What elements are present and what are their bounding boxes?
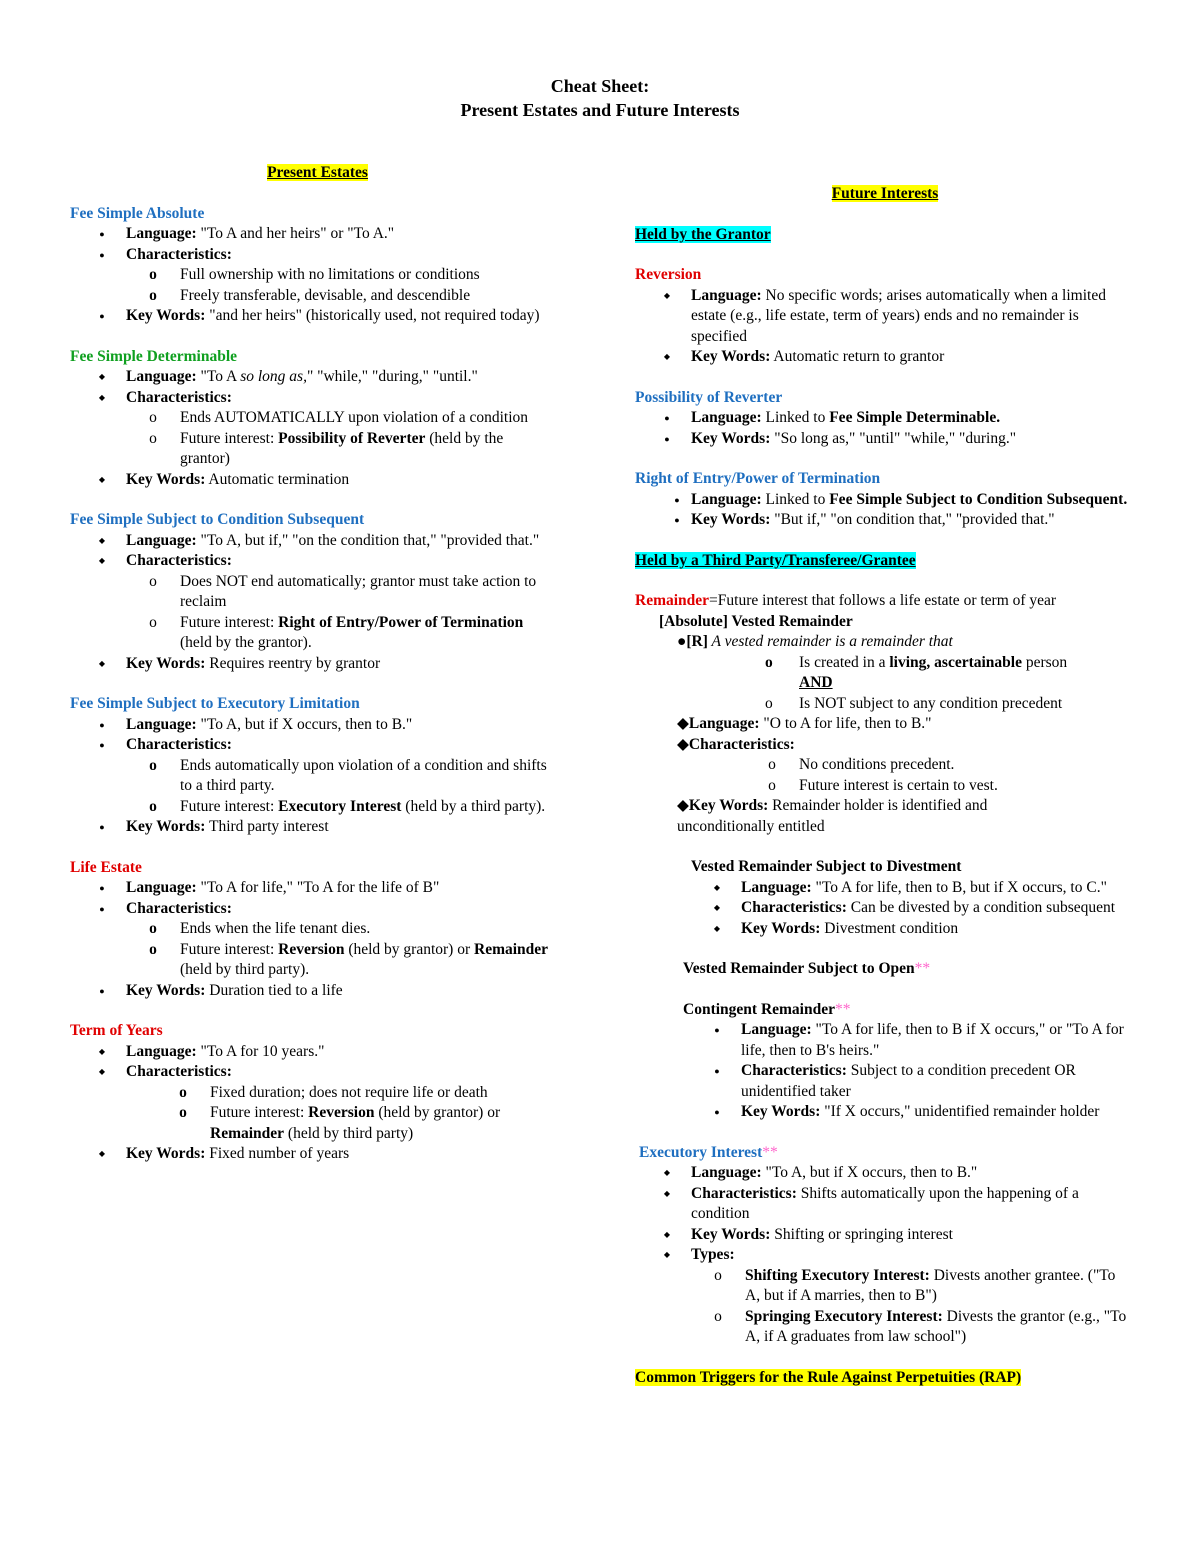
list-item: o Is NOT subject to any condition precedent	[765, 694, 1063, 712]
roe-title: Right of Entry/Power of Termination	[635, 470, 881, 487]
list-item: ● Characteristics: Subject to a condition precedent OR unidentified taker	[685, 1061, 1135, 1102]
list-item: o Fixed duration; does not require life or death	[100, 1083, 565, 1104]
fscs-title: Fee Simple Subject to Condition Subsequent	[70, 511, 365, 528]
list-item: o Ends when the life tenant dies.	[70, 919, 565, 940]
vested-keywords: ◆Key Words: Remainder holder is identified and unconditionally entitled	[677, 797, 988, 835]
list-item: ● Language: "To A, but if X occurs, then to B."	[70, 715, 565, 736]
reversion-title: Reversion	[635, 266, 702, 283]
list-item: o Future interest: Right of Entry/Power of Termination (held by the grantor).	[70, 613, 565, 654]
title-line-1: Cheat Sheet:	[550, 76, 650, 96]
list-item: ◆ Key Words: Automatic return to grantor	[635, 347, 1135, 368]
list-item: o Future interest: Possibility of Reverter (held by the grantor)	[70, 429, 565, 470]
list-item: ◆ Key Words: Shifting or springing interest	[635, 1225, 1135, 1246]
contingent-list	[685, 1020, 1135, 1123]
reversion-list	[635, 286, 1135, 368]
list-item: ◆ Key Words: Fixed number of years	[70, 1144, 565, 1165]
list-item: ◆ Language: No specific words; arises automatically when a limited estate (e.g., life estate, term of years) ends and no remainder is specified	[635, 286, 1135, 348]
life-estate-title: Life Estate	[70, 858, 142, 876]
vested-characteristics: ◆Characteristics:	[677, 735, 795, 753]
list-item: ● Key Words: Duration tied to a life	[70, 981, 565, 1002]
list-item: ● Characteristics: o Ends automatically upon violation of a condition and shifts to a third party. o Future interest: Executory Interest (held by a third party).	[70, 735, 565, 817]
list-item: ● Key Words: "and her heirs" (historically used, not required today)	[70, 306, 565, 327]
vested-remainder-rule: ●[R] A vested remainder is a remainder that	[677, 633, 953, 650]
list-item: o Future interest: Executory Interest (held by a third party).	[70, 797, 565, 818]
fscs-list	[70, 531, 565, 675]
list-item: ● Key Words: "But if," "on condition that," "provided that."	[645, 510, 1135, 531]
list-item: ● Key Words: Third party interest	[70, 817, 565, 838]
rap-heading: Common Triggers for the Rule Against Perpetuities (RAP)	[635, 1368, 1022, 1386]
por-title: Possibility of Reverter	[635, 388, 783, 406]
list-item: o Is created in a living, ascertainable person	[765, 653, 1068, 671]
present-estates-column	[70, 163, 565, 1165]
vested-remainder-title: [Absolute] Vested Remainder	[659, 612, 853, 630]
remainder-definition: Remainder=Future interest that follows a life estate or term of year	[635, 592, 1057, 609]
list-item: ◆ Characteristics: o Does NOT end automatically; grantor must take action to reclaim o Future interest: Right of Entry/Power of Termination (held by the grantor).	[70, 551, 565, 654]
list-item: ◆ Types: o Shifting Executory Interest: Divests another grantee. ("To A, but if A marries, then to B") o Springing Executory Interest: Divests the grantor (e.g., "To A, if A graduates from law school")	[635, 1245, 1135, 1348]
list-item: ● Key Words: "So long as," "until" "while," "during."	[635, 429, 1135, 450]
list-item: ● Language: "To A for life, then to B if X occurs," or "To A for life, then to B's heirs."	[685, 1020, 1135, 1061]
fsd-title: Fee Simple Determinable	[70, 347, 238, 365]
list-item: ◆ Characteristics: o Ends AUTOMATICALLY upon violation of a condition o Future interest: Possibility of Reverter (held by the grantor)	[70, 388, 565, 470]
list-item: ◆ Key Words: Requires reentry by grantor	[70, 654, 565, 675]
list-item: o Full ownership with no limitations or conditions	[70, 265, 565, 286]
list-item: o Ends automatically upon violation of a condition and shifts to a third party.	[70, 756, 565, 797]
vrsd-list	[685, 878, 1135, 940]
held-by-third-party-heading: Held by a Third Party/Transferee/Grantee	[635, 551, 916, 569]
title-line-2: Present Estates and Future Interests	[460, 100, 740, 120]
term-of-years-title: Term of Years	[70, 1022, 163, 1039]
list-item: o Future interest: Reversion (held by grantor) or Remainder (held by third party)	[100, 1103, 565, 1144]
vrso-title: Vested Remainder Subject to Open**	[683, 960, 931, 977]
term-of-years-list	[70, 1042, 565, 1165]
list-item: ● Language: "To A and her heirs" or "To A."	[70, 224, 565, 245]
list-item: ◆ Characteristics: o Fixed duration; does not require life or death o Future interest: Reversion (held by grantor) or Remainder (held by third party)	[70, 1062, 565, 1144]
fsa-title: Fee Simple Absolute	[70, 204, 205, 222]
list-item: ◆ Characteristics: Shifts automatically upon the happening of a condition	[635, 1184, 1135, 1225]
list-item: o No conditions precedent.	[689, 755, 1135, 776]
held-by-grantor-heading: Held by the Grantor	[635, 225, 771, 243]
list-item: o Freely transferable, devisable, and descendible	[70, 286, 565, 307]
executory-list	[635, 1163, 1135, 1348]
fsa-list	[70, 224, 565, 327]
list-item: ◆ Language: "To A so long as," "while," "during," "until."	[70, 367, 565, 388]
list-item: ● Language: Linked to Fee Simple Subject to Condition Subsequent.	[645, 490, 1135, 511]
remainder-title: Remainder	[635, 592, 710, 609]
vested-characteristics-list	[689, 755, 1135, 796]
list-item: ◆ Language: "To A, but if," "on the condition that," "provided that."	[70, 531, 565, 552]
list-item: ◆ Language: "To A for life, then to B, but if X occurs, to C."	[685, 878, 1135, 899]
document-title	[0, 74, 1200, 122]
list-item: ● Key Words: "If X occurs," unidentified remainder holder	[685, 1102, 1135, 1123]
vested-language: ◆Language: "O to A for life, then to B."	[677, 715, 932, 732]
life-estate-list	[70, 878, 565, 1001]
roe-list	[645, 490, 1135, 531]
list-item: ◆ Key Words: Automatic termination	[70, 470, 565, 491]
fsel-title: Fee Simple Subject to Executory Limitation	[70, 695, 360, 712]
list-item: o Future interest: Reversion (held by grantor) or Remainder (held by third party).	[70, 940, 565, 981]
por-list	[635, 408, 1135, 449]
list-item: ● Language: "To A for life," "To A for the life of B"	[70, 878, 565, 899]
list-item: o Springing Executory Interest: Divests the grantor (e.g., "To A, if A graduates from law school")	[635, 1307, 1135, 1348]
list-item: ● Characteristics: o Ends when the life tenant dies. o Future interest: Reversion (held by grantor) or Remainder (held by third party).	[70, 899, 565, 981]
list-item: o Future interest is certain to vest.	[689, 776, 1135, 797]
future-interests-column	[635, 184, 1135, 1388]
fsd-list	[70, 367, 565, 490]
list-item: o Ends AUTOMATICALLY upon violation of a condition	[70, 408, 565, 429]
list-item: ● Characteristics: o Full ownership with no limitations or conditions o Freely transferable, devisable, and descendible	[70, 245, 565, 307]
list-item: ◆ Key Words: Divestment condition	[685, 919, 1135, 940]
vrsd-title: Vested Remainder Subject to Divestment	[691, 858, 962, 875]
present-estates-heading: Present Estates	[267, 164, 368, 181]
list-item: ● Language: Linked to Fee Simple Determinable.	[635, 408, 1135, 429]
contingent-title: Contingent Remainder**	[683, 1000, 851, 1018]
fsel-list	[70, 715, 565, 838]
list-item: ◆ Language: "To A, but if X occurs, then to B."	[635, 1163, 1135, 1184]
vested-remainder-conditions	[689, 653, 1135, 715]
list-item: ◆ Characteristics: Can be divested by a condition subsequent	[685, 898, 1135, 919]
executory-title: Executory Interest**	[639, 1143, 778, 1161]
list-item: o Does NOT end automatically; grantor must take action to reclaim	[70, 572, 565, 613]
list-item: AND	[799, 674, 833, 691]
list-item: o Shifting Executory Interest: Divests another grantee. ("To A, but if A marries, then to B")	[635, 1266, 1135, 1307]
future-interests-heading: Future Interests	[831, 185, 939, 202]
list-item: ◆ Language: "To A for 10 years."	[70, 1042, 565, 1063]
